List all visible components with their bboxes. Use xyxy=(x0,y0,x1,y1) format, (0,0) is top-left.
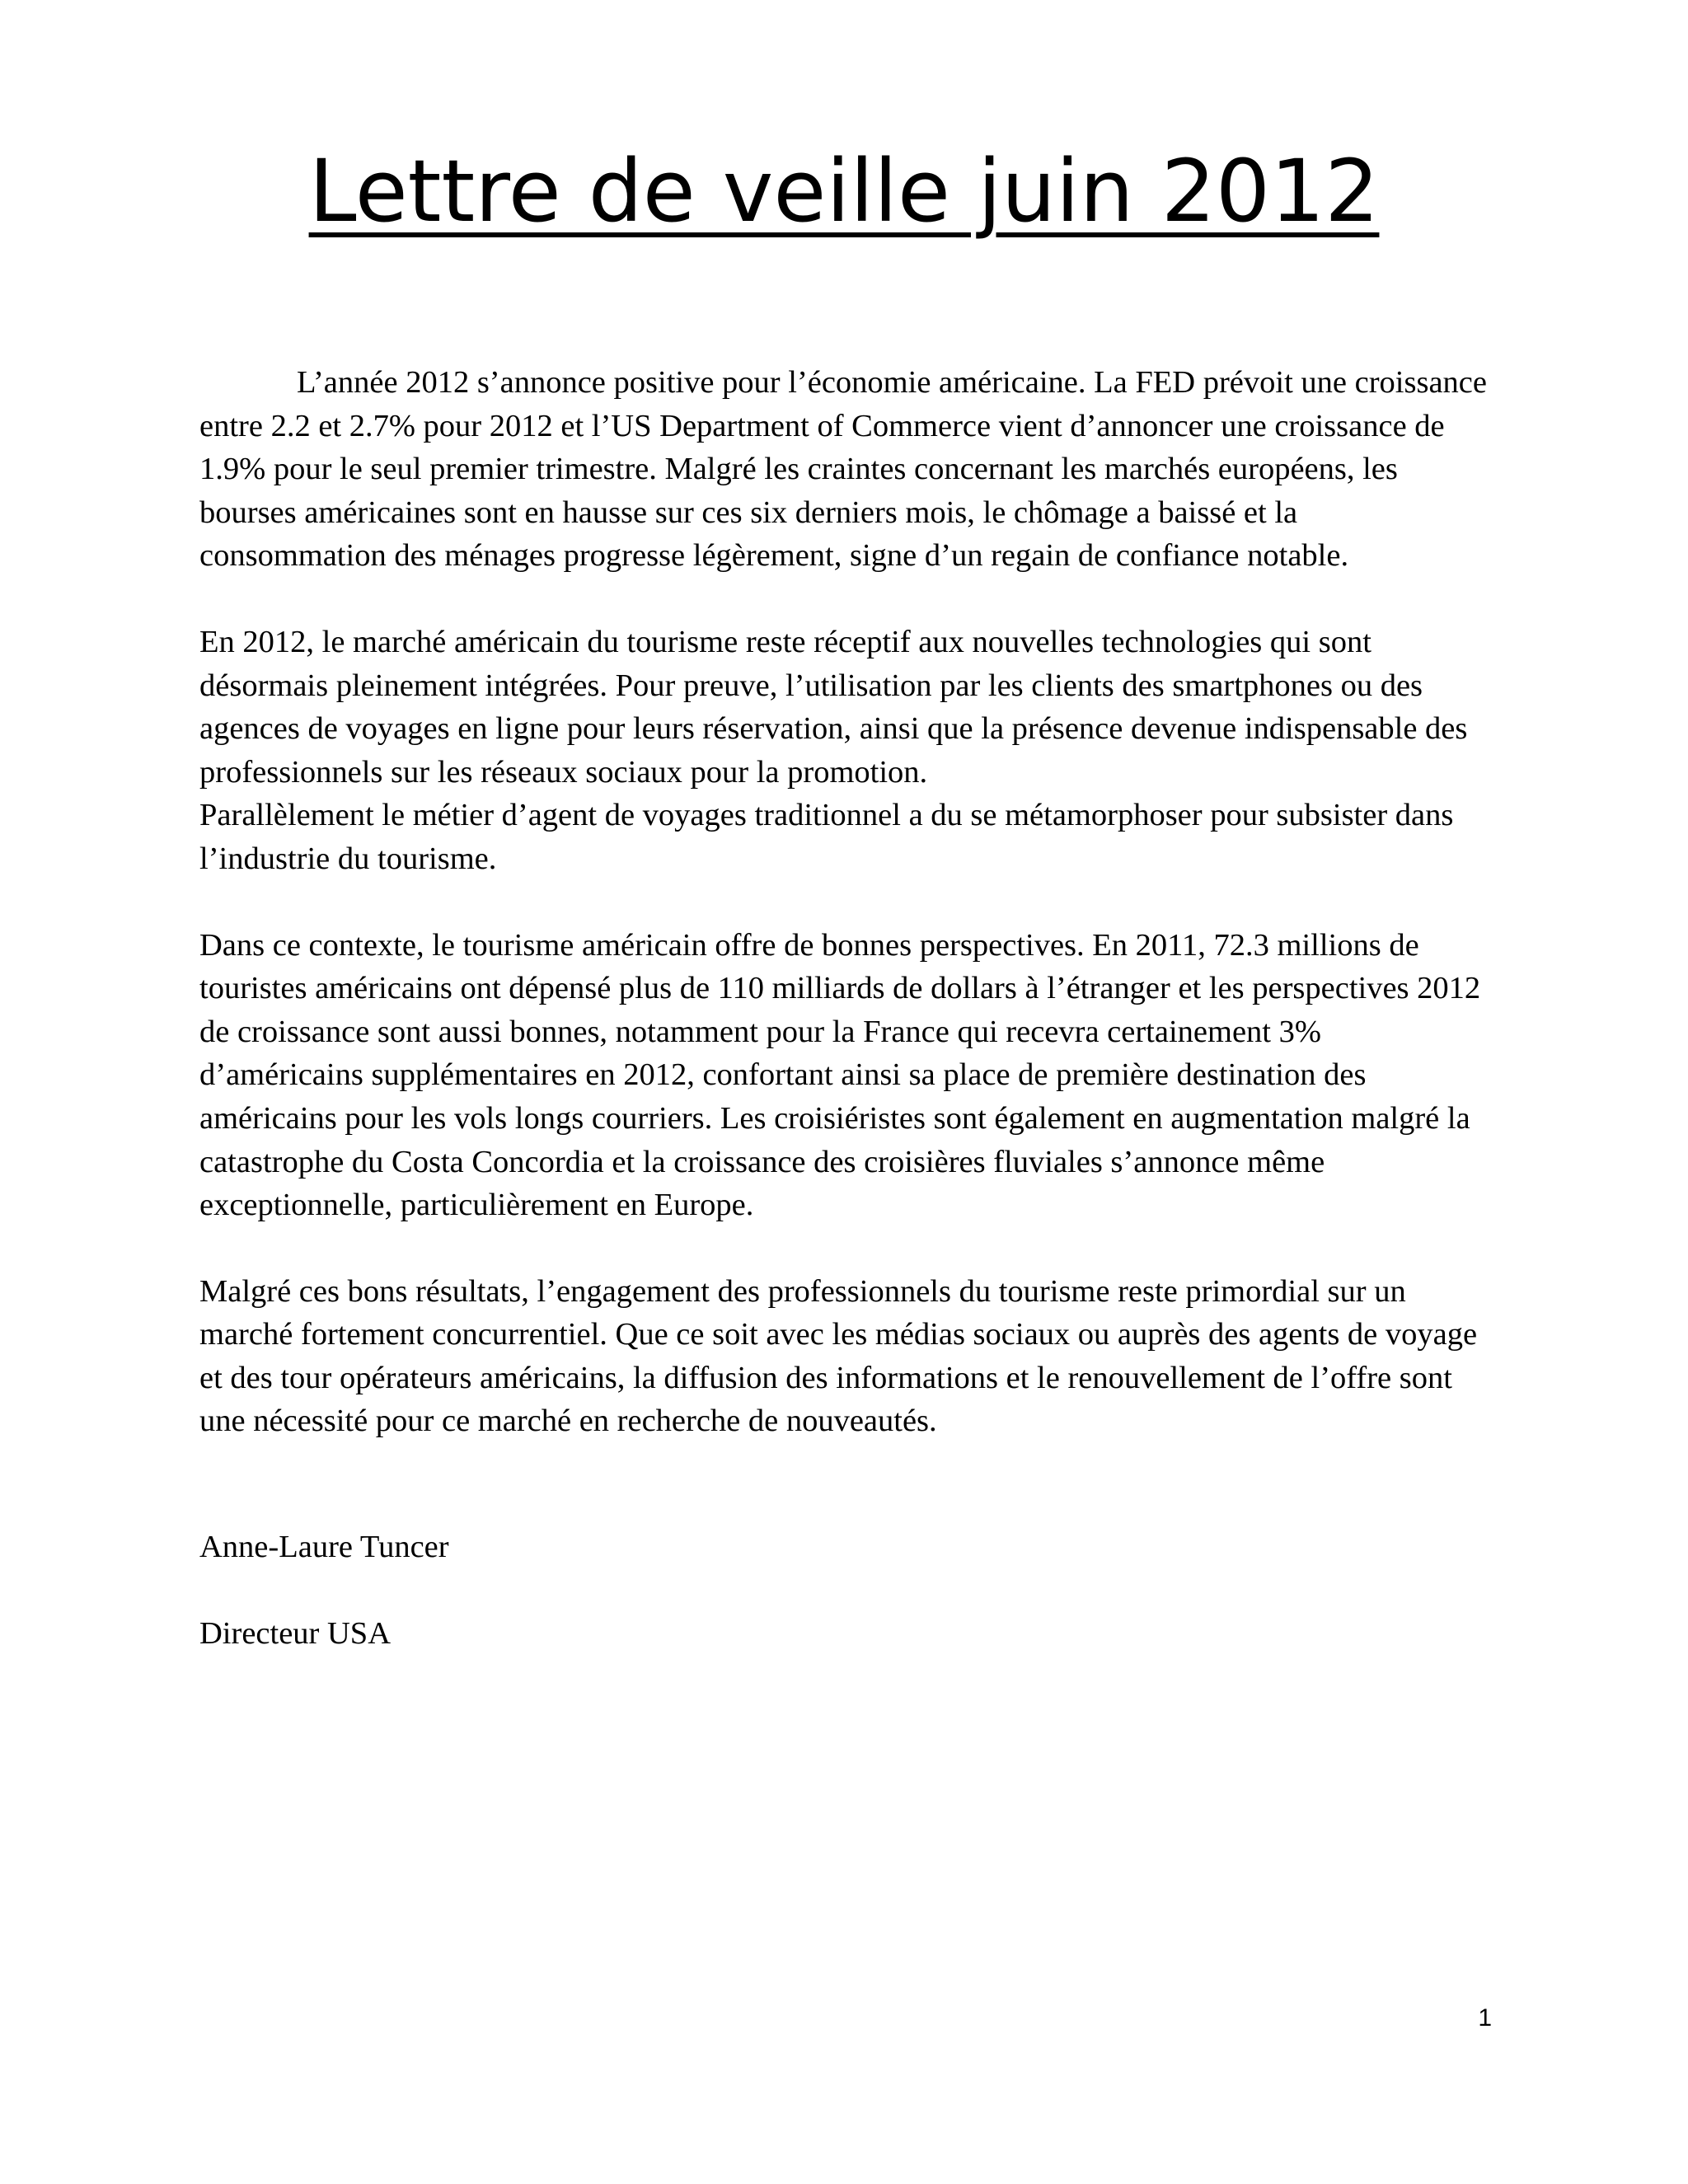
paragraph-outlook: Dans ce contexte, le tourisme américain offre de bonnes perspectives. En 2011, 72.3 millions de touristes américains ont dépensé plus de 110 milliards de dollars à l’étranger et les perspectives 2012 de croissance sont aussi bonnes, notamment pour la France qui recevra certainement 3% d’américains supplémentaires en 2012, confortant ainsi sa place de première destination des américains pour les vols longs courriers. Les croisiéristes sont également en augmentation malgré la catastrophe du Costa Concordia et la croissance des croisières fluviales s’annonce même exceptionnelle, particulièrement en Europe. xyxy=(199,927,1481,1223)
paragraph-conclusion: Malgré ces bons résultats, l’engagement des professionnels du tourisme reste primordial sur un marché fortement concurrentiel. Que ce soit avec les médias sociaux ou auprès des agents de voyage et des tour opérateurs américains, la diffusion des informations et le renouvellement de l’offre sont une nécessité pour ce marché en recherche de nouveautés. xyxy=(199,1273,1478,1439)
paragraph-travel-agents: Parallèlement le métier d’agent de voyages traditionnel a du se métamorphoser pour subsister dans l’industrie du tourisme. xyxy=(199,798,1454,876)
document-title xyxy=(0,140,1688,243)
signature-name: Anne-Laure Tuncer xyxy=(199,1530,449,1565)
document-body xyxy=(199,361,1490,1698)
paragraph-technology: En 2012, le marché américain du tourisme reste réceptif aux nouvelles technologies qui sont désormais pleinement intégrées. Pour preuve, l’utilisation par les clients des smartphones ou des agences de voyages en ligne pour leurs réservation, ainsi que la présence devenue indispensable des professionnels sur les réseaux sociaux pour la promotion. xyxy=(199,624,1468,790)
document-title-text: Lettre de veille juin 2012 xyxy=(308,141,1380,241)
paragraph-economy: L’année 2012 s’annonce positive pour l’économie américaine. La FED prévoit une croissance entre 2.2 et 2.7% pour 2012 et l’US Department of Commerce vient d’annoncer une croissance de 1.9% pour le seul premier trimestre. Malgré les craintes concernant les marchés européens, les bourses américaines sont en hausse sur ces six derniers mois, le chômage a baissé et la consommation des ménages progresse légèrement, signe d’un regain de confiance notable. xyxy=(199,365,1487,574)
page-number: 1 xyxy=(1478,2004,1492,2032)
signature-role: Directeur USA xyxy=(199,1615,391,1651)
